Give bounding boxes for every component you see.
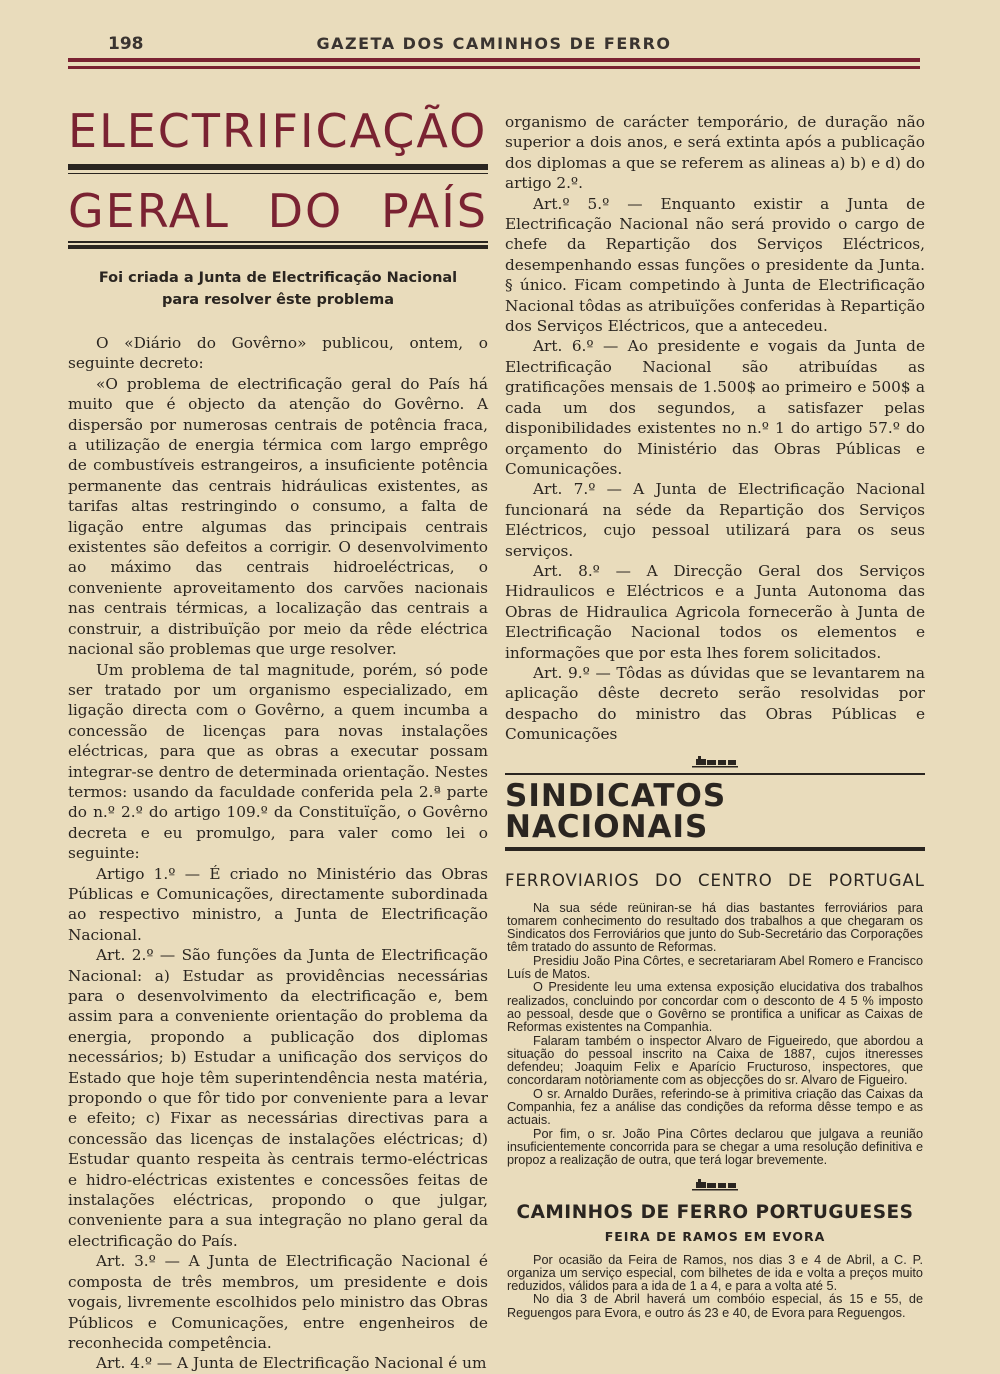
paragraph: O Presidente leu uma extensa exposição elucidativa dos trabalhos realizados, concluindo por concordar com o desconto de 4 5 % imposto ao pessoal, desde que o Govêrno se prontifica a unificar as Caixas de Reformas existentes na Companhia. (507, 980, 923, 1035)
section-headline: CAMINHOS DE FERRO PORTUGUESES (516, 1201, 914, 1223)
section-rule (505, 847, 925, 851)
section-headline: SINDICATOS NACIONAIS (505, 777, 727, 845)
paragraph: Art. 7.º — A Junta de Electrificação Nacional funcionará na séde da Repartição dos Serviços Eléctricos, cujo pessoal utilizará para os seus serviços. (505, 480, 925, 560)
publication-title: GAZETA DOS CAMINHOS DE FERRO (316, 34, 672, 53)
article-subheadline (68, 267, 488, 311)
paragraph: «O problema de electrificação geral do País há muito que é objecto da atenção do Govêrno. A dispersão por numerosas centrais de potência fraca, a utilização de energia térmica com largo emprêgo de combustíveis estrangeiros, a insuficiente potência permanente das centrais hidráulicas existentes, as tarifas altas restringindo o consumo, a falta de ligação entre algumas das principais centrais existentes são defeitos a corrigir. O desenvolvimento ao máximo das centrais hidroeléctricas, o conveniente aproveitamento dos carvões nacionais nas centrais térmicas, a localização das centrais a construir, a distribuïção por meio da rêde eléctrica nacional são problemas que urge resolver. (68, 374, 488, 659)
section-subheadline: FERROVIARIOS DO CENTRO DE PORTUGAL (505, 870, 925, 890)
paragraph: Art.º 5.º — Enquanto existir a Junta de Electrificação Nacional não será provido o cargo de chefe da Repartição dos Serviços Eléctricos, desempenhando essas funções o presidente da Junta. § único. Ficam competindo à Junta de Electrificação Nacional tôdas as atribuïções conferidas à Repartição dos Serviços Eléctricos, que a antecedeu. (505, 194, 925, 336)
headline-line1: ELECTRIFICAÇÃO (68, 104, 488, 158)
paragraph: Art. 6.º — Ao presidente e vogais da Junta de Electrificação Nacional são atribuídas as gratificações mensais de 1.500$ ao primeiro e 500$ a cada um dos segundos, a satisfazer pelas disponibilidades existentes no n.º 1 do artigo 57.º do orçamento do Ministério das Obras Públicas e Comunicações. (505, 337, 925, 478)
section-rule (505, 773, 925, 775)
train-icon (692, 1178, 738, 1192)
running-head (68, 34, 920, 56)
headline-rule (68, 245, 488, 249)
paragraph: O «Diário do Govêrno» publicou, ontem, o seguinte decreto: (68, 334, 488, 373)
paragraph: Por fim, o sr. João Pina Côrtes declarou que julgava a reunião insuficientemente concorrida para se chegar a uma resolução definitiva e propoz a realização de outra, que terá logar brevemente. (507, 1126, 923, 1168)
article-body-left (68, 333, 488, 1374)
paragraph: Por ocasião da Feira de Ramos, nos dias 3 e 4 de Abril, a C. P. organiza um serviço especial, com bilhetes de ida e volta a preços muito reduzidos, válidos para a ida de 1 a 4, e para a volta até 5. (507, 1252, 923, 1294)
paragraph: Um problema de tal magnitude, porém, só pode ser tratado por um organismo especializado, em ligação directa com o Govêrno, a quem incumba a concessão de licenças para novas instalações eléctricas, para que as obras a executar possam integrar-se dentro de determinada orientação. Nestes termos: usando da faculdade conferida pela 2.ª parte do n.º 2.º do artigo 109.º da Constituïção, o Govêrno decreta e eu promulgo, para valer como lei o seguinte: (68, 660, 488, 863)
paragraph: Art. 2.º — São funções da Junta de Electrificação Nacional: a) Estudar as providências necessárias para o desenvolvimento da electrificação e, bem assim para a conveniente orientação do problema da energia, propondo a publicação dos diplomas necessários; b) Estudar a unificação dos serviços do Estado que hoje têm superintendência nesta matéria, propondo o que fôr tido por conveniente para a levar e efeito; c) Fixar as necessárias directivas para a concessão das licenças de instalações eléctricas; d) Estudar quanto respeita às centrais termo-eléctricas e hidro-eléctricas existentes e concessões feitas de instalações eléctricas, propondo o que julgar, conveniente para a sua integração no plano geral da electrificação do País. (68, 946, 488, 1250)
right-column (505, 112, 925, 1320)
paragraph: Art. 8.º — A Direcção Geral dos Serviços Hidraulicos e Eléctricos e a Junta Autonoma das Obras de Hidraulica Agricola fornecerão à Junta de Electrificação Nacional todos os elementos e informações que por esta lhes forem solicitados. (505, 561, 925, 662)
subheadline-line: para resolver êste problema (161, 292, 395, 308)
headline-rule (68, 241, 488, 243)
headline-rule (68, 164, 488, 170)
subheadline-line: Foi criada a Junta de Electrificação Nacional (98, 270, 458, 286)
headline-rule (68, 173, 488, 174)
header-rule (68, 66, 920, 69)
paragraph: Art. 9.º — Tôdas as dúvidas que se levantarem na aplicação dêste decreto serão resolvidas por despacho do ministro das Obras Públicas e Comunicações (505, 663, 925, 744)
left-column (68, 104, 488, 1374)
headline-line2: GERAL DO PAÍS (68, 184, 488, 238)
article-body-feira (505, 1254, 925, 1320)
paragraph: Art. 4.º — A Junta de Electrificação Nacional é um (96, 1354, 487, 1373)
paragraph: Art. 3.º — A Junta de Electrificação Nacional é composta de três membros, um presidente e dois vogais, livremente escolhidos pelo ministro das Obras Públicos e Comunicações, entre engenheiros de reconhecida competência. (68, 1252, 488, 1352)
section-subheadline: FEIRA DE RAMOS EM EVORA (604, 1228, 826, 1244)
paragraph: organismo de carácter temporário, de duração não superior a dois anos, e será extinta após a publicação dos diplomas a que se referem as alineas a) b) e d) do artigo 2.º. (505, 113, 925, 193)
paragraph: O sr. Arnaldo Durães, referindo-se à primitiva criação das Caixas da Companhia, fez a análise das condições da reforma dêsse tempo e as actuais. (507, 1086, 923, 1128)
header-rule (68, 58, 920, 62)
paragraph: Na sua séde reüniran-se há dias bastantes ferroviários para tomarem conhecimento do resultado dos trabalhos a que chegaram os Sindicatos dos Ferroviários que junto do Sub-Secretário das Corporações têm tratado do assunto de Reformas. (507, 900, 923, 955)
paragraph: Presidiu João Pina Côrtes, e secretariaram Abel Romero e Francisco Luís de Matos. (507, 953, 923, 982)
paragraph: Artigo 1.º — É criado no Ministério das Obras Públicas e Comunicações, directamente subordinada ao respectivo ministro, a Junta de Electrificação Nacional. (68, 864, 488, 944)
page-number: 198 (108, 34, 144, 54)
article-body-sindicatos (505, 902, 925, 1168)
article-body-right (505, 112, 925, 745)
paragraph: No dia 3 de Abril haverá um combóio especial, ás 15 e 55, de Reguengos para Evora, e outro ás 23 e 40, de Evora para Reguengos. (507, 1292, 923, 1320)
paragraph: Falaram também o inspector Alvaro de Figueiredo, que abordou a situação do pessoal inscrito na Caixa de 1887, cujos itneresses defendeu; Joaquim Felix e Aparício Fructuroso, inspectores, que concordaram notòriamente com as objecções do sr. Alvaro de Figueiro. (507, 1033, 923, 1088)
train-icon (692, 755, 738, 769)
